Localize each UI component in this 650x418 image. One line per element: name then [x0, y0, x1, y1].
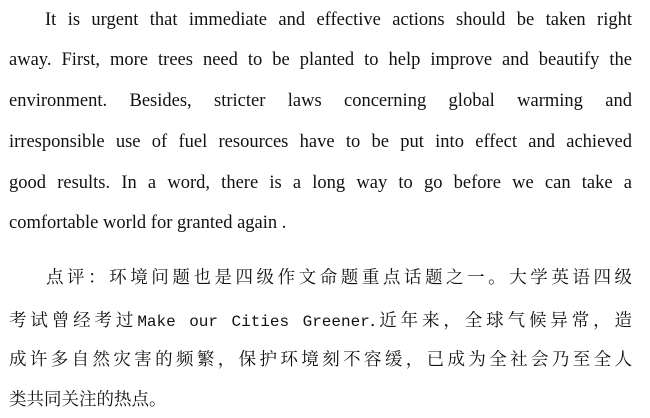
paragraph-line: environment. Besides, stricter laws concerning global warming and [9, 91, 632, 111]
comment-line: 点评：环境问题也是四级作文命题重点话题之一。大学英语四级 [46, 268, 632, 288]
paragraph-line: comfortable world for granted again . [9, 213, 287, 233]
comment-line: 成许多自然灾害的频繁，保护环境刻不容缓，已成为全社会乃至全人 [9, 350, 632, 370]
paragraph-line: good results. In a word, there is a long way to go before we can take a [9, 173, 632, 193]
paragraph-line: It is urgent that immediate and effective actions should be taken right [45, 10, 632, 30]
essay-title: Make our Cities Greener [137, 313, 370, 331]
comment-line: 类共同关注的热点。 [9, 390, 167, 410]
comment-line [9, 309, 632, 334]
paragraph-line: irresponsible use of fuel resources have to be put into effect and achieved [9, 132, 632, 152]
comment-text: 考试曾经考过 [9, 311, 138, 331]
paragraph-line: away. First, more trees need to be planted to help improve and beautify the [9, 50, 632, 70]
comment-text: .近年来，全球气候异常，造 [369, 311, 632, 331]
